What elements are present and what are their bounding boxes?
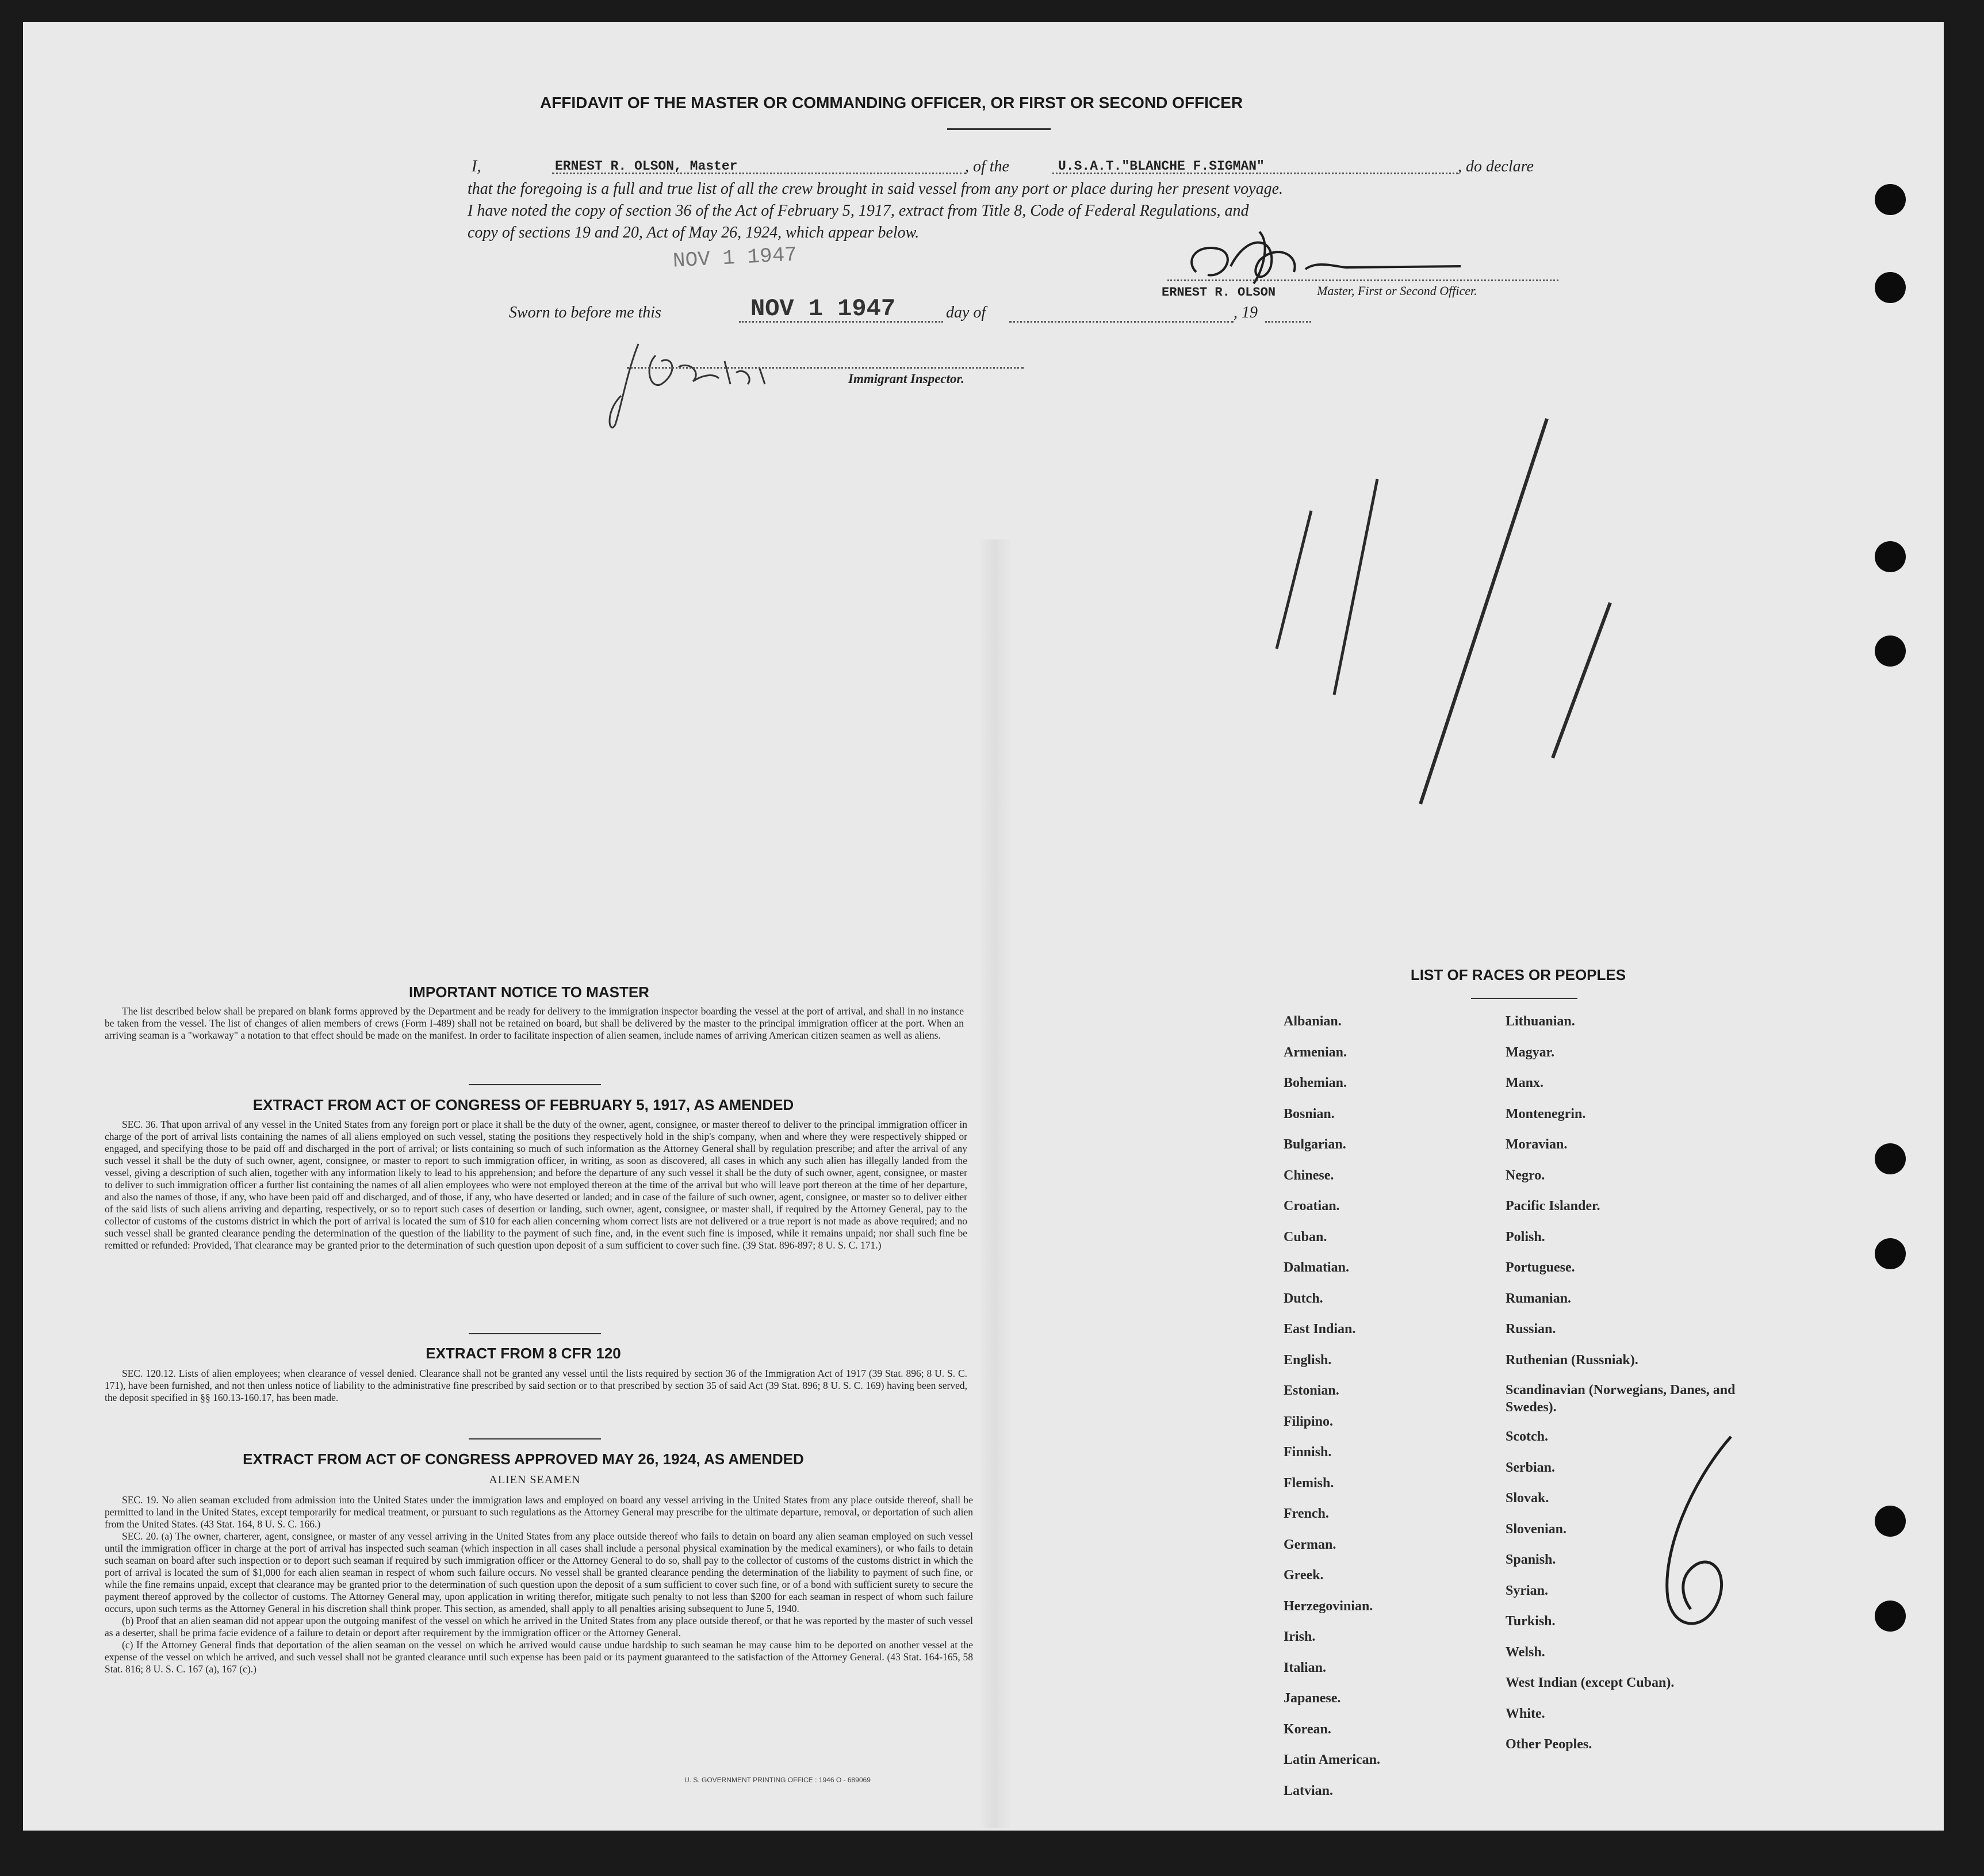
race-item: Korean. [1284,1721,1331,1737]
day-of-label: day of [946,304,986,321]
affidavit-line-3: I have noted the copy of section 36 of the Act of February 5, 1917, extract from Title 8, Code of Federal Regulations, and [468,202,1249,220]
race-item: English. [1284,1352,1332,1368]
race-item: Latvian. [1284,1783,1334,1798]
race-item: Other Peoples. [1506,1737,1592,1752]
race-item: East Indian. [1284,1322,1356,1337]
race-item: Filipino. [1284,1414,1334,1429]
printing-office-footer: U. S. GOVERNMENT PRINTING OFFICE : 1946 O - 689069 [684,1776,871,1784]
sworn-date-stamp: NOV 1 1947 [750,295,896,323]
affidavit-line-4: copy of sections 19 and 20, Act of May 26, 1924, which appear below. [468,224,920,242]
race-item: Chinese. [1284,1167,1334,1183]
punch-hole [1875,1506,1906,1537]
date-stamp-faint: NOV 1 1947 [672,243,798,273]
punch-hole [1875,541,1906,572]
race-item: Manx. [1506,1075,1543,1090]
sworn-label: Sworn to before me this [509,304,661,321]
race-item: Turkish. [1506,1614,1556,1629]
race-item: Ruthenian (Russniak). [1506,1352,1638,1368]
races-column-2 [1506,1006,1776,1760]
alien-seamen-subtitle: ALIEN SEAMEN [489,1473,581,1486]
fill-line [739,321,943,323]
fill-line [1052,173,1458,174]
race-item: Pacific Islander. [1506,1199,1600,1213]
fill-line [1265,321,1311,323]
fill-line [552,173,966,174]
race-item: White. [1506,1706,1545,1721]
inspector-line [627,367,1024,369]
race-item: Bosnian. [1284,1106,1335,1121]
extract-1917-paragraph: SEC. 36. That upon arrival of any vessel in the United States from any foreign port or place it shall be the duty of the owner, agent, consignee, or master thereof to deliver to the principal immigration officer in charge of the port of arrival lists containing the names of all aliens employed on such vessel, stating the positions they respectively hold in the ship's company, when and where they were respectively shipped or engaged, and specifying those to be paid off and discharged in the port of arrival; or lists containing so much of such information as the Attorney General shall by regulation prescribe; and after the arrival of any such vessel it shall be the duty of such owner, agent, consignee, or master to report to such immigration officer, in writing, as soon as discovered, all cases in which any such alien has illegally landed from the vessel, giving a description of such alien, together with any information likely to lead to his apprehension; and before the departure of any such vessel it shall be the duty of such owner, agent, consignee, or master to deliver to such immigration officer a further list containing the names of all alien employees who were not employed thereon at the time of the arrival but who will leave port thereon at the time of her departure, and also the names of those, if any, who have been paid off and discharged, and of those, if any, who have deserted or landed; and in case of the failure of such owner, agent, consignee, or master so to deliver either of the said lists of such aliens arriving and departing, respectively, or so to report such cases of desertion or landing, such owner, agent, consignee, or master shall, if required by the Attorney General, pay to the collector of customs of the customs district in which the port of arrival is located the sum of $10 for each alien concerning whom correct lists are not delivered or a true report is not made as above required; and no such vessel shall be granted clearance pending the determination of the question of the liability to the payment of such fine, and, in the event such fine is imposed, while it remains unpaid; nor shall such fine be remitted or refunded: Provided, That clearance may be granted prior to the determination of such question upon deposit of a sum sufficient to cover such fine. (39 Stat. 896-897; 8 U. S. C. 171.) [105,1119,967,1251]
race-item: Japanese. [1284,1691,1341,1706]
extract-1924-title: EXTRACT FROM ACT OF CONGRESS APPROVED MAY 26, 1924, AS AMENDED [243,1450,804,1468]
race-item: Scandinavian (Norwegians, Danes, and Swedes). [1506,1383,1736,1415]
section-rule [469,1438,601,1439]
extract-1917-text [105,1119,967,1251]
punch-hole [1875,184,1906,215]
affidavit-line-2: that the foregoing is a full and true list of all the crew brought in said vessel from any port or place during her present voyage. [468,180,1284,198]
handwritten-page-number [1627,1425,1777,1644]
affidavit-do-declare: , do declare [1458,158,1534,175]
extract-1924-sec20c: (c) If the Attorney General finds that deportation of the alien seaman on the vessel on which he arrived would cause undue hardship to such seaman he may cause him to be deported on another vessel at the expense of the vessel on which he arrived, and such vessel shall not be granted clearance until such expense has been paid or its payment guaranteed to the satisfaction of the Attorney General. (43 Stat. 164-165, 58 Stat. 816; 8 U. S. C. 167 (a), 167 (c).) [105,1639,973,1675]
race-item: Cuban. [1284,1229,1327,1245]
punch-hole [1875,1238,1906,1269]
race-item: Estonian. [1284,1383,1339,1398]
race-item: Albanian. [1284,1014,1342,1029]
extract-1924-sec20a: SEC. 20. (a) The owner, charterer, agent, consignee, or master of any vessel arriving in the United States from any place outside thereof who fails to detain on board any alien seaman employed on such vessel until the immigration officer in charge at the port of arrival has inspected such seaman (which inspection in all cases shall include a personal physical examination by the medical examiners), or who fails to detain such seaman on board after such inspection or to deport such seaman if required by such immigration officer or the Attorney General to do so, shall pay to the collector of customs of the customs district in which the port of arrival is located the sum of $1,000 for each alien seaman in respect of whom such failure occurs. No vessel shall be granted clearance pending the determination of the liability to payment of such fine, or while the fine remains unpaid, except that clearance may be granted prior to the determination of such question upon the deposit of a sum sufficient to cover such fine, or of a bond with sufficient surety to secure the payment thereof approved by the collector of customs. The Attorney General may, upon application in writing therefor, mitigate such penalty to not less than $200 for each seaman in respect of whom such failure occurs, upon such terms as the Attorney General in his discretion shall think proper. This section, as amended, shall apply to all penalties arising subsequent to June 5, 1940. [105,1530,973,1614]
race-item: West Indian (except Cuban). [1506,1675,1675,1690]
race-item: Serbian. [1506,1460,1556,1475]
extract-cfr-text [105,1368,967,1404]
race-item: Armenian. [1284,1044,1347,1060]
fill-line [1009,321,1234,323]
race-item: Greek. [1284,1568,1324,1583]
inspector-label: Immigrant Inspector. [848,372,964,386]
master-name-field: ERNEST R. OLSON, Master [555,159,738,174]
extract-1924-sec19: SEC. 19. No alien seaman excluded from admission into the United States under the immigration laws and employed on board any vessel arriving in the United States from any place outside thereof, shall be permitted to land in the United States, except temporarily for medical treatment, or pursuant to such regulations as the Attorney General may prescribe for the ultimate departure, removal, or deportation of such alien from the United States. (43 Stat. 164, 8 U. S. C. 166.) [105,1494,973,1530]
signature-line [1167,280,1558,281]
extract-cfr-paragraph: SEC. 120.12. Lists of alien employees; when clearance of vessel denied. Clearance shall not be granted any vessel until the lists required by section 36 of the Immigration Act of 1917 (39 Stat. 896; 8 U. S. C. 171), have been furnished, and not then unless notice of liability to the administrative fine prescribed by said section or to that prescribed by section 35 of said Act (39 Stat. 896; 8 U. S. C. 169) having been served, the deposit specified in §§ 160.13-160.17, has been made. [105,1368,967,1403]
race-item: Magyar. [1506,1044,1555,1060]
signer-title: Master, First or Second Officer. [1317,284,1477,298]
race-item: Bulgarian. [1284,1137,1346,1152]
race-item: Negro. [1506,1167,1545,1183]
race-item: Herzegovinian. [1284,1598,1373,1614]
race-item: Dutch. [1284,1291,1323,1306]
vessel-name-field: U.S.A.T."BLANCHE F.SIGMAN" [1058,159,1265,174]
handwritten-tally-marks [1248,390,1639,850]
race-item: Portuguese. [1506,1260,1575,1275]
year-prefix: , 19 [1234,304,1258,321]
race-item: Italian. [1284,1660,1327,1675]
race-item: Slovak. [1506,1491,1549,1506]
race-item: Moravian. [1506,1137,1568,1152]
punch-hole [1875,272,1906,303]
section-rule [469,1084,601,1085]
races-rule [1471,998,1577,999]
race-item: Lithuanian. [1506,1014,1575,1029]
race-item: Irish. [1284,1629,1316,1644]
extract-1924-text [105,1494,973,1675]
race-item: Polish. [1506,1229,1545,1245]
extract-1924-sec20b: (b) Proof that an alien seaman did not appear upon the outgoing manifest of the vessel on which he arrived in the United States from any place outside thereof, or that he was reported by the master of such vessel as a deserter, shall be prima facie evidence of a failure to detain or deport after requirement by the immigration officer or the Attorney General. [105,1615,973,1638]
affidavit-title: AFFIDAVIT OF THE MASTER OR COMMANDING OFFICER, OR FIRST OR SECOND OFFICER [539,94,1243,112]
race-item: Russian. [1506,1322,1556,1337]
punch-hole [1875,635,1906,667]
race-item: Finnish. [1284,1445,1332,1460]
extract-1917-title: EXTRACT FROM ACT OF CONGRESS OF FEBRUARY 5, 1917, AS AMENDED [252,1096,794,1113]
notice-paragraph: The list described below shall be prepared on blank forms approved by the Department and be ready for delivery to the immigration inspector boarding the vessel at the port of arrival, and shall in no instance be taken from the vessel. The list of changes of alien members of crews (Form I-489) shall not be retained on board, but shall be delivered by the master to the principal immigration officer at the port. When an arriving seaman is a "workaway" a notation to that effect should be made on the manifest. In order to facilitate inspection of alien seamen, include names of arriving American citizen seamen as well as aliens. [105,1005,964,1041]
notice-title: IMPORTANT NOTICE TO MASTER [409,983,649,1001]
affidavit-of-the: , of the [965,158,1009,175]
extract-cfr-title: EXTRACT FROM 8 CFR 120 [426,1345,621,1362]
race-item: Flemish. [1284,1475,1334,1491]
race-item: Latin American. [1284,1752,1380,1767]
race-item: Bohemian. [1284,1075,1347,1090]
races-column-1 [1284,1006,1491,1806]
page-fold [978,539,1012,1828]
document-page [23,22,1944,1831]
inspector-signature [592,327,834,442]
races-title: LIST OF RACES OR PEOPLES [1410,966,1626,983]
punch-hole [1875,1601,1906,1632]
race-item: Montenegrin. [1506,1106,1586,1121]
notice-text [105,1005,964,1042]
race-item: French. [1284,1506,1329,1521]
affidavit-i: I, [472,158,481,175]
race-item: Dalmatian. [1284,1260,1349,1275]
race-item: Syrian. [1506,1583,1549,1598]
race-item: Slovenian. [1506,1521,1567,1537]
section-rule [469,1333,601,1334]
race-item: Rumanian. [1506,1291,1572,1306]
race-item: German. [1284,1537,1336,1552]
race-item: Spanish. [1506,1552,1556,1567]
signer-typed-name: ERNEST R. OLSON [1162,285,1276,300]
race-item: Welsh. [1506,1644,1545,1660]
punch-hole [1875,1143,1906,1174]
race-item: Croatian. [1284,1199,1340,1213]
title-rule [947,128,1051,130]
race-item: Scotch. [1506,1429,1548,1444]
